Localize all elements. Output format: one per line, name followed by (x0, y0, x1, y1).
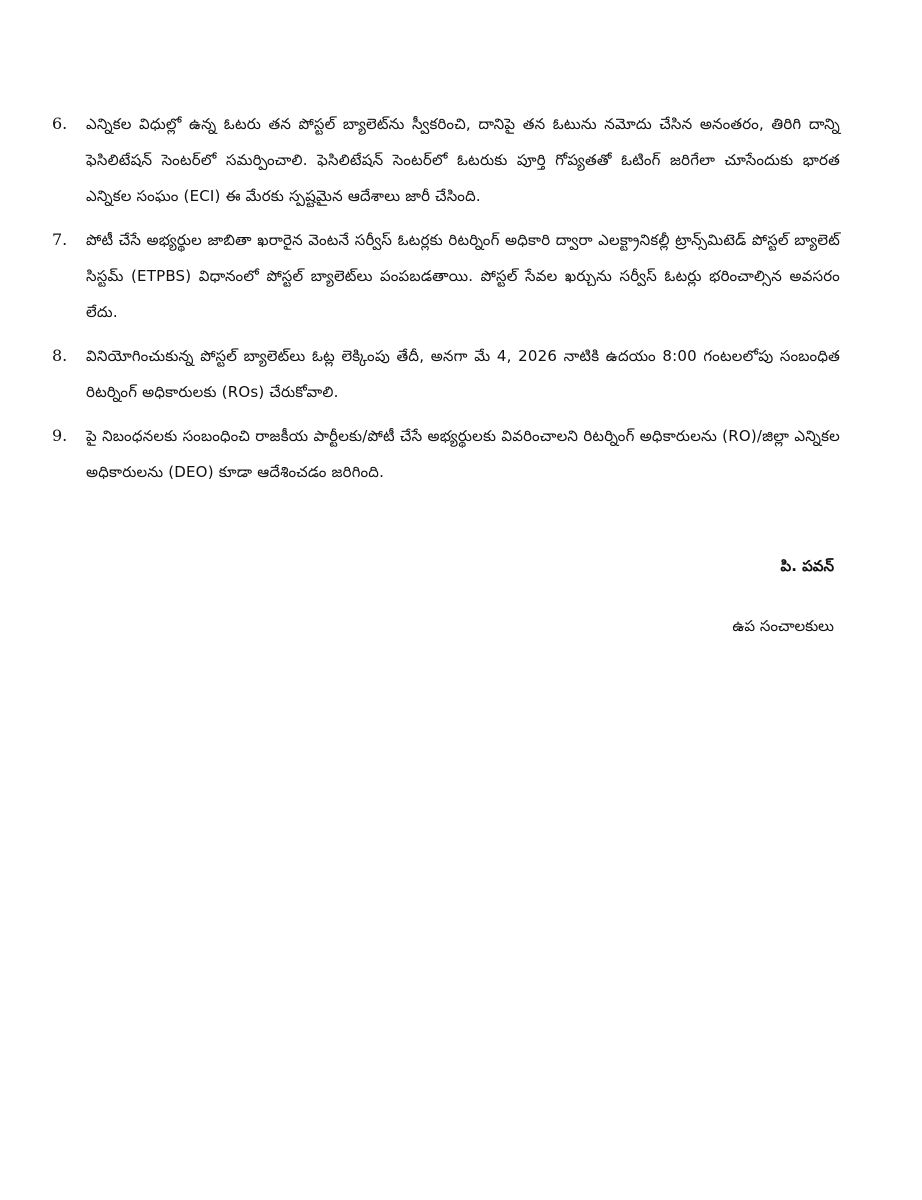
list-item-8 (52, 338, 840, 410)
list-item-7 (52, 222, 840, 330)
item-text: పోటీ చేసే అభ్యర్థుల జాబితా ఖరారైన వెంటనే సర్వీస్ ఓటర్లకు రిటర్నింగ్ అధికారి ద్వారా ఎలక్ట్రానికల్లీ ట్రాన్స్‌మిటెడ్ పోస్టల్ బ్యాలెట్ సిస్టమ్ (ETPBS) విధానంలో పోస్టల్ బ్యాలెట్‌లు పంపబడతాయి. పోస్టల్ సేవల ఖర్చును సర్వీస్ ఓటర్లు భరించాల్సిన అవసరం లేదు. (86, 231, 840, 321)
item-text: వినియోగించుకున్న పోస్టల్ బ్యాలెట్‌లు ఓట్ల లెక్కింపు తేదీ, అనగా మే 4, 2026 నాటికి ఉదయం 8:00 గంటలలోపు సంబంధిత రిటర్నింగ్ అధికారులకు (ROs) చేరుకోవాలి. (86, 347, 840, 401)
item-number: 9. (52, 426, 68, 445)
signatory-name: పి. పవన్ (780, 557, 834, 575)
item-text: ఎన్నికల విధుల్లో ఉన్న ఓటరు తన పోస్టల్ బ్యాలెట్‌ను స్వీకరించి, దానిపై తన ఓటును నమోదు చేసిన అనంతరం, తిరిగి దాన్ని ఫెసిలిటేషన్ సెంటర్‌లో సమర్పించాలి. ఫెసిలిటేషన్ సెంటర్‌లో ఓటరుకు పూర్తి గోప్యతతో ఓటింగ్ జరిగేలా చూసేందుకు భారత ఎన్నికల సంఘం (ECI) ఈ మేరకు స్పష్టమైన ఆదేశాలు జారీ చేసింది. (86, 115, 840, 205)
item-number: 6. (52, 114, 68, 133)
numbered-list (52, 106, 840, 498)
item-number: 8. (52, 346, 68, 365)
list-item-9 (52, 418, 840, 490)
item-text: పై నిబంధనలకు సంబంధించి రాజకీయ పార్టీలకు/పోటీ చేసే అభ్యర్థులకు వివరించాలని రిటర్నింగ్ అధికారులను (RO)/జిల్లా ఎన్నికల అధికారులను (DEO) కూడా ఆదేశించడం జరిగింది. (86, 427, 840, 481)
list-item-6 (52, 106, 840, 214)
signatory-designation: ఉప సంచాలకులు (732, 617, 834, 635)
item-number: 7. (52, 230, 68, 249)
